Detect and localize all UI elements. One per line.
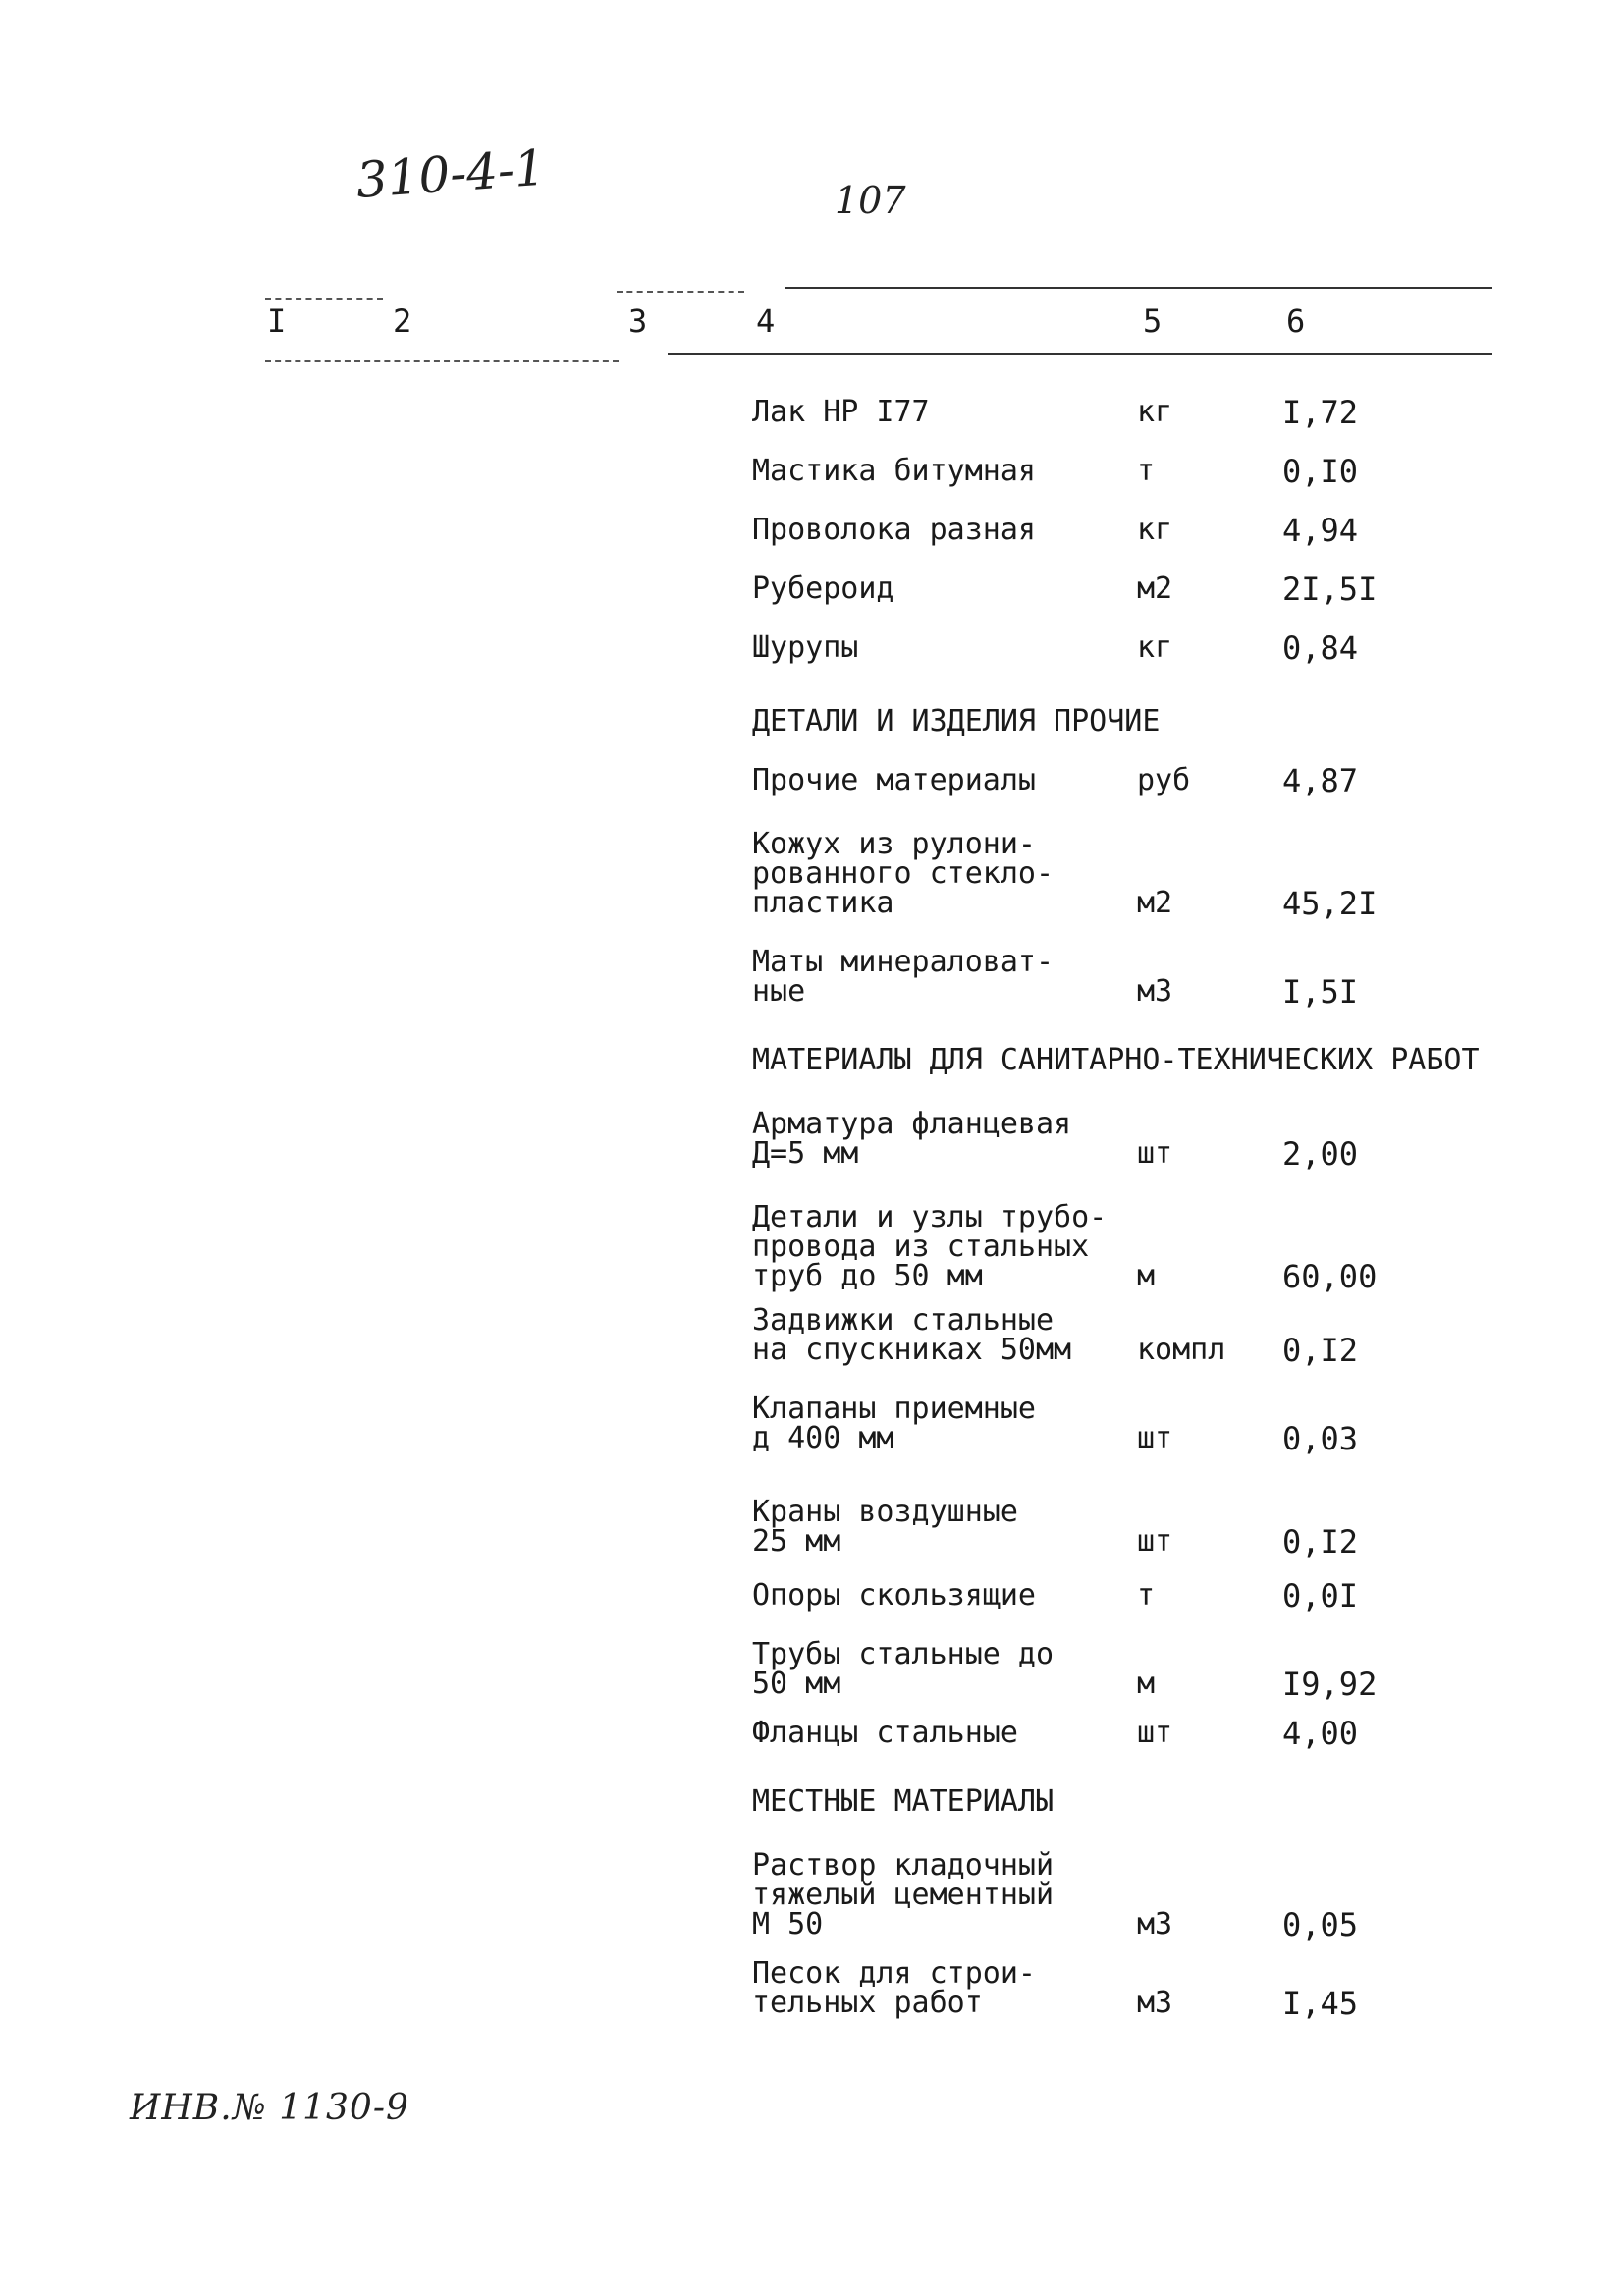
quantity: 60,00 — [1282, 1258, 1378, 1295]
material-name: Арматура фланцевая Д=5 мм — [752, 1107, 1072, 1171]
material-name: Шурупы — [752, 630, 859, 665]
unit-of-measure: компл — [1137, 1333, 1226, 1367]
quantity: I,72 — [1282, 394, 1359, 431]
unit-of-measure: кг — [1137, 513, 1173, 547]
quantity: 0,I2 — [1282, 1523, 1359, 1560]
quantity: 0,I2 — [1282, 1332, 1359, 1369]
header-rule-top-mid — [617, 291, 744, 293]
quantity: 0,05 — [1282, 1906, 1359, 1943]
unit-of-measure: т — [1137, 1578, 1156, 1613]
quantity: 0,03 — [1282, 1420, 1359, 1457]
unit-of-measure: м3 — [1137, 974, 1173, 1009]
quantity: 45,2I — [1282, 885, 1378, 922]
quantity: 2,00 — [1282, 1135, 1359, 1173]
material-name: Маты минераловат- ные — [752, 945, 1055, 1009]
page-number: 107 — [835, 179, 906, 222]
material-name: Рубероид — [752, 572, 894, 606]
column-number-5: 5 — [1143, 302, 1163, 340]
unit-of-measure: м3 — [1137, 1907, 1173, 1941]
material-name: Проволока разная — [752, 513, 1036, 547]
unit-of-measure: шт — [1137, 1421, 1173, 1455]
quantity: I,45 — [1282, 1985, 1359, 2022]
material-name: Детали и узлы трубо- провода из стальных труб до 50 мм — [752, 1200, 1108, 1293]
unit-of-measure: т — [1137, 454, 1156, 488]
unit-of-measure: шт — [1137, 1524, 1173, 1558]
quantity: 4,87 — [1282, 762, 1359, 799]
material-name: Опоры скользящие — [752, 1578, 1036, 1613]
unit-of-measure: м — [1137, 1667, 1156, 1701]
material-name: Кожух из рулони- рованного стекло- пластика — [752, 827, 1055, 920]
section-heading: МАТЕРИАЛЫ ДЛЯ САНИТАРНО-ТЕХНИЧЕСКИХ РАБОТ — [752, 1043, 1480, 1077]
unit-of-measure: м — [1137, 1259, 1156, 1293]
material-name: Песок для строи- тельных работ — [752, 1956, 1036, 2020]
quantity: I9,92 — [1282, 1666, 1378, 1703]
column-number-6: 6 — [1286, 302, 1306, 340]
unit-of-measure: м2 — [1137, 572, 1173, 606]
header-rule-bottom-left — [265, 360, 619, 362]
unit-of-measure: м2 — [1137, 886, 1173, 920]
unit-of-measure: шт — [1137, 1136, 1173, 1171]
section-heading: МЕСТНЫЕ МАТЕРИАЛЫ — [752, 1784, 1055, 1819]
quantity: 2I,5I — [1282, 571, 1378, 608]
unit-of-measure: кг — [1137, 630, 1173, 665]
quantity: I,5I — [1282, 973, 1359, 1011]
material-name: Мастика битумная — [752, 454, 1036, 488]
material-name: Трубы стальные до 50 мм — [752, 1637, 1055, 1701]
quantity: 4,94 — [1282, 512, 1359, 549]
unit-of-measure: руб — [1137, 763, 1191, 797]
column-number-2: 2 — [393, 302, 412, 340]
quantity: 0,84 — [1282, 629, 1359, 667]
unit-of-measure: м3 — [1137, 1986, 1173, 2020]
quantity: 4,00 — [1282, 1715, 1359, 1752]
inventory-number: ИНВ.№ 1130-9 — [130, 2088, 409, 2128]
material-name: Задвижки стальные на спускниках 50мм — [752, 1303, 1072, 1367]
column-number-3: 3 — [628, 302, 648, 340]
material-name: Краны воздушные 25 мм — [752, 1495, 1018, 1558]
section-heading: ДЕТАЛИ И ИЗДЕЛИЯ ПРОЧИЕ — [752, 704, 1161, 738]
header-rule-top-left — [265, 298, 383, 300]
header-rule-top-right — [785, 287, 1492, 289]
material-name: Фланцы стальные — [752, 1716, 1018, 1750]
document-code: 310-4-1 — [353, 138, 548, 209]
column-number-4: 4 — [756, 302, 776, 340]
unit-of-measure: шт — [1137, 1716, 1173, 1750]
column-number-1: I — [267, 302, 287, 340]
material-name: Раствор кладочный тяжелый цементный М 50 — [752, 1848, 1055, 1941]
unit-of-measure: кг — [1137, 395, 1173, 429]
quantity: 0,0I — [1282, 1577, 1359, 1614]
material-name: Лак НР I77 — [752, 395, 930, 429]
quantity: 0,I0 — [1282, 453, 1359, 490]
material-name: Клапаны приемные д 400 мм — [752, 1392, 1036, 1455]
material-name: Прочие материалы — [752, 763, 1036, 797]
header-rule-bottom-right — [668, 353, 1492, 355]
